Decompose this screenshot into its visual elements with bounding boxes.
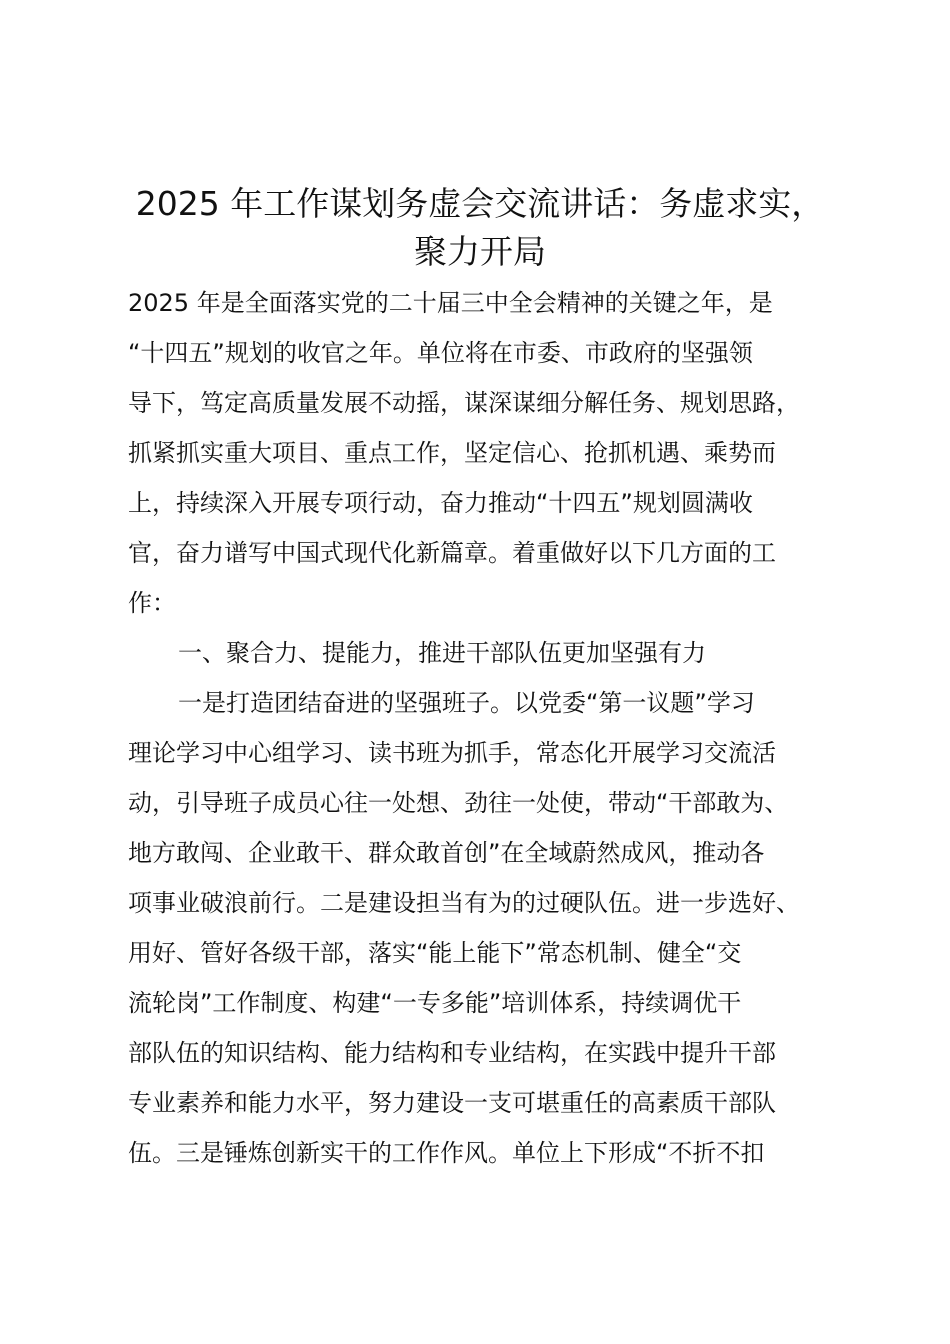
- body-line-17: 专业素养和能力水平，努力建设一支可堪重任的高素质干部队: [128, 1089, 776, 1117]
- body-line-10: 理论学习中心组学习、读书班为抓手，常态化开展学习交流活: [128, 739, 776, 767]
- body-line-2: “十四五”规划的收官之年。单位将在市委、市政府的坚强领: [128, 339, 753, 367]
- body-line-6: 官，奋力谱写中国式现代化新篇章。着重做好以下几方面的工: [128, 539, 776, 567]
- body-line-14: 用好、管好各级干部，落实“能上能下”常态机制、健全“交: [128, 939, 742, 967]
- body-line-9: 一是打造团结奋进的坚强班子。以党委“第一议题”学习: [178, 689, 755, 717]
- body-line-3: 导下，笃定高质量发展不动摇，谋深谋细分解任务、规划思路，: [128, 389, 800, 417]
- body-line-7: 作：: [128, 589, 176, 617]
- body-line-4: 抓紧抓实重大项目、重点工作，坚定信心、抢抓机遇、乘势而: [128, 439, 776, 467]
- section-heading: 一、聚合力、提能力，推进干部队伍更加坚强有力: [178, 639, 706, 667]
- document-title-line-1: 2025 年工作谋划务虚会交流讲话：务虚求实，: [135, 184, 825, 223]
- body-line-13: 项事业破浪前行。二是建设担当有为的过硬队伍。进一步选好、: [128, 889, 800, 917]
- body-line-16: 部队伍的知识结构、能力结构和专业结构，在实践中提升干部: [128, 1039, 776, 1067]
- body-line-15: 流轮岗”工作制度、构建“一专多能”培训体系，持续调优干: [128, 989, 742, 1017]
- body-line-18: 伍。三是锤炼创新实干的工作作风。单位上下形成“不折不扣: [128, 1139, 765, 1167]
- body-line-1: 2025 年是全面落实党的二十届三中全会精神的关键之年，是: [128, 289, 773, 317]
- body-line-5: 上，持续深入开展专项行动，奋力推动“十四五”规划圆满收: [128, 489, 753, 517]
- body-line-12: 地方敢闯、企业敢干、群众敢首创”在全域蔚然成风，推动各: [128, 839, 765, 867]
- body-line-11: 动，引导班子成员心往一处想、劲往一处使，带动“干部敢为、: [128, 789, 789, 817]
- document-title-line-2: 聚力开局: [414, 232, 546, 271]
